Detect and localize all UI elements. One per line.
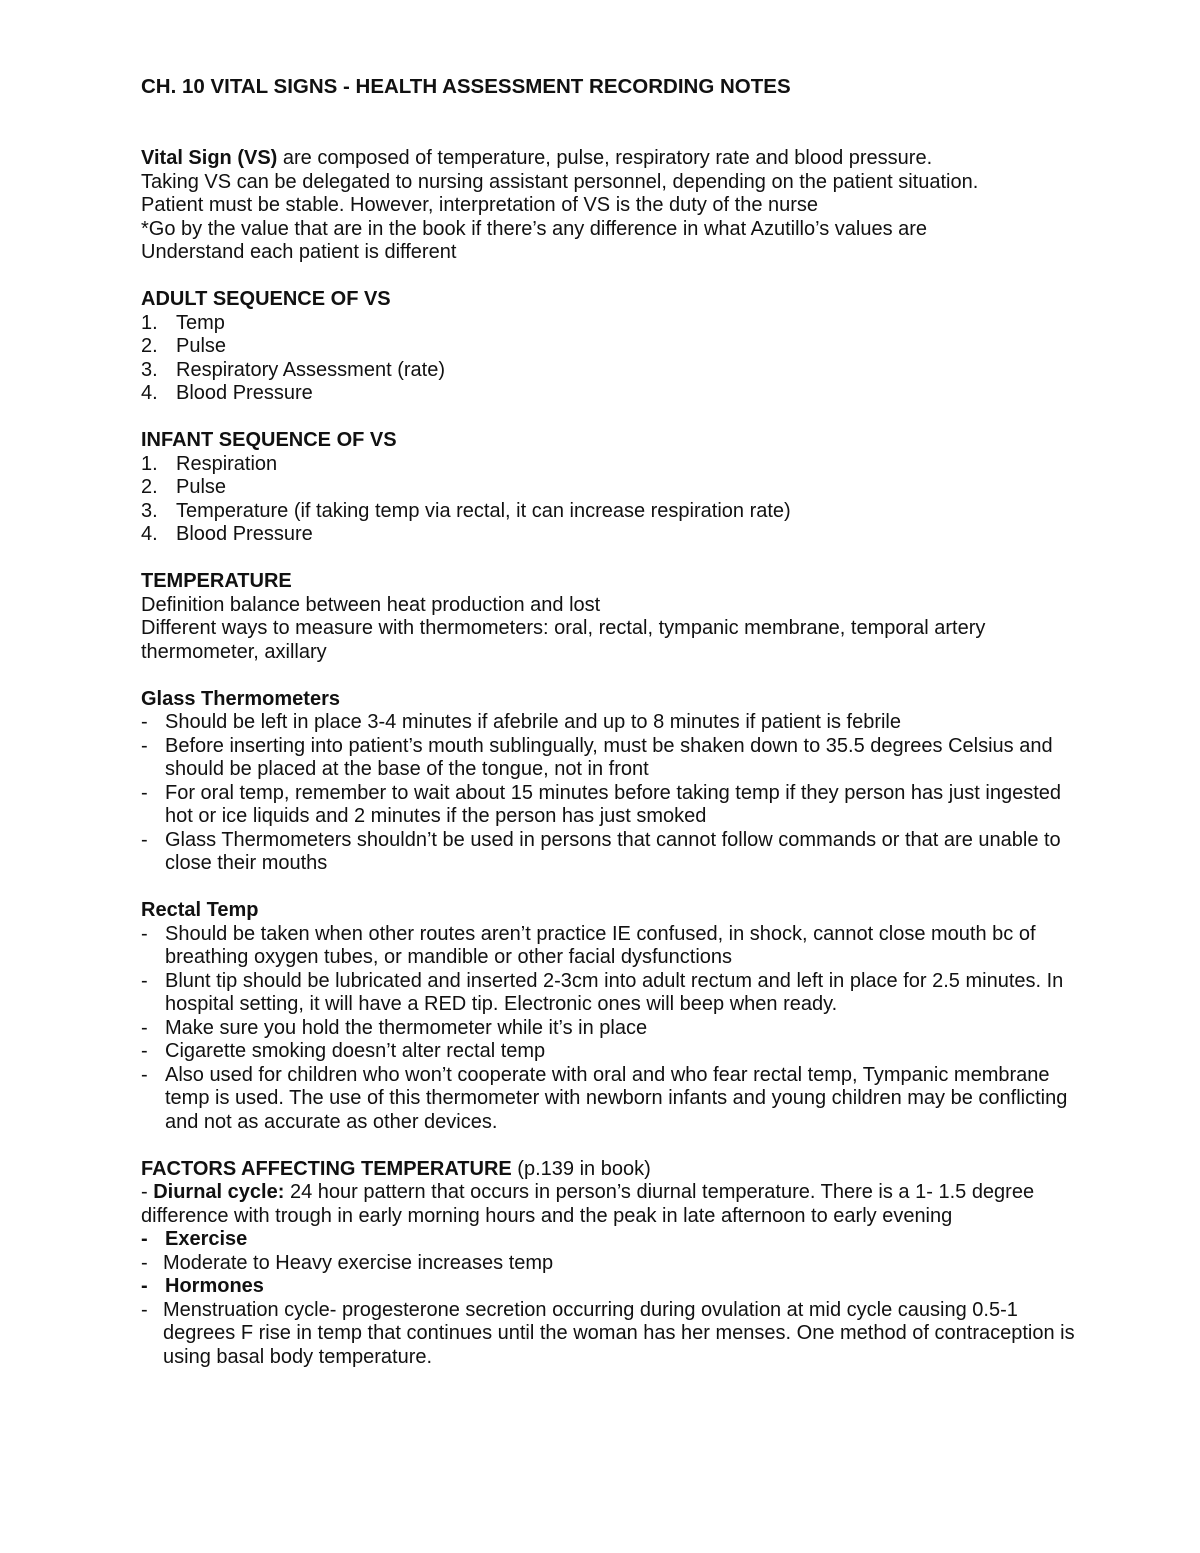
dash-bullet: -: [141, 828, 148, 851]
hormones-sublist: [141, 1299, 1081, 1370]
intro-line-1: [141, 147, 1081, 171]
list-item-text: Blunt tip should be lubricated and inserted 2-3cm into adult rectum and left in place for 2.5 minutes. In hospital setting, it will have a RED tip. Electronic ones will beep when ready.: [165, 969, 1064, 1015]
factors-list: [141, 1228, 1081, 1369]
list-item-text: Cigarette smoking doesn’t alter rectal temp: [165, 1040, 546, 1062]
list-item: [141, 1252, 1081, 1276]
list-item: [141, 711, 1081, 735]
diurnal-cycle-term: Diurnal cycle:: [153, 1181, 285, 1203]
glass-thermometers-heading: Glass Thermometers: [141, 687, 340, 710]
exercise-label: Exercise: [165, 1228, 248, 1250]
diurnal-cycle-text: 24 hour pattern that occurs in person’s diurnal temperature. There is a 1- 1.5 degree difference with trough in early morning hours and the peak in late afternoon to early evening: [141, 1181, 1035, 1227]
list-item: [141, 382, 1081, 406]
list-item-text: Make sure you hold the thermometer while it’s in place: [165, 1016, 648, 1039]
list-item: [141, 1040, 1081, 1064]
factors-heading-line: [141, 1158, 1081, 1182]
hormones-label: Hormones: [165, 1275, 264, 1297]
list-number: 4.: [141, 523, 158, 545]
glass-thermometers-section: [141, 688, 1081, 876]
dash-bullet: -: [141, 734, 148, 757]
list-item-hormones: [141, 1275, 1081, 1369]
dash-bullet: -: [141, 1181, 154, 1203]
list-item: [141, 523, 1081, 547]
dash-bullet: -: [141, 1228, 148, 1250]
list-item: [141, 453, 1081, 477]
intro-line-1-rest: are composed of temperature, pulse, respiratory rate and blood pressure.: [277, 147, 933, 169]
adult-sequence-list: [141, 312, 1081, 406]
list-item: [141, 1017, 1081, 1041]
list-number: 1.: [141, 311, 158, 334]
dash-bullet: -: [141, 781, 148, 804]
adult-sequence-heading: ADULT SEQUENCE OF VS: [141, 288, 391, 310]
temperature-section: [141, 570, 1081, 664]
exercise-sublist: [141, 1252, 1081, 1276]
infant-sequence-section: [141, 429, 1081, 547]
rectal-temp-list: [141, 923, 1081, 1135]
intro-section: [141, 147, 1081, 265]
list-number: 2.: [141, 335, 158, 357]
list-item: [141, 500, 1081, 524]
intro-line-5: Understand each patient is different: [141, 241, 457, 263]
list-item: [141, 312, 1081, 336]
list-item-text: Temperature (if taking temp via rectal, it can increase respiration rate): [176, 499, 791, 522]
dash-bullet: -: [141, 1251, 148, 1274]
factors-section: [141, 1158, 1081, 1370]
list-item-text: Before inserting into patient’s mouth sublingually, must be shaken down to 35.5 degrees Celsius and should be placed at the base of the tongue, not in front: [165, 734, 1053, 780]
dash-bullet: -: [141, 1275, 148, 1297]
list-number: 1.: [141, 452, 158, 475]
list-item-text: For oral temp, remember to wait about 15 minutes before taking temp if they person has just ingested hot or ice liquids and 2 minutes if the person has just smoked: [165, 781, 1062, 827]
vital-sign-term: Vital Sign (VS): [141, 147, 278, 169]
temperature-definition: Definition balance between heat production and lost: [141, 593, 601, 616]
adult-sequence-section: [141, 288, 1081, 406]
intro-line-4: *Go by the value that are in the book if there’s any difference in what Azutillo’s values are: [141, 217, 928, 240]
list-item: [141, 476, 1081, 500]
dash-bullet: -: [141, 711, 148, 733]
list-item: [141, 923, 1081, 970]
temperature-methods: Different ways to measure with thermometers: oral, rectal, tympanic membrane, temporal artery thermometer, axillary: [141, 617, 986, 663]
document-page: [141, 73, 1081, 1393]
list-item-text: Also used for children who won’t cooperate with oral and who fear rectal temp, Tympanic membrane temp is used. The use of this thermometer with newborn infants and young children may be conflicting and not as accurate as other devices.: [165, 1063, 1068, 1133]
list-number: 3.: [141, 499, 158, 522]
page-title: CH. 10 VITAL SIGNS - HEALTH ASSESSMENT RECORDING NOTES: [141, 75, 791, 98]
list-item-exercise: [141, 1228, 1081, 1275]
rectal-temp-section: [141, 899, 1081, 1134]
list-item-text: Should be left in place 3-4 minutes if afebrile and up to 8 minutes if patient is febrile: [165, 711, 901, 733]
list-item: [141, 359, 1081, 383]
dash-bullet: -: [141, 1040, 148, 1062]
intro-line-3: Patient must be stable. However, interpretation of VS is the duty of the nurse: [141, 194, 819, 216]
dash-bullet: -: [141, 969, 148, 992]
glass-thermometers-list: [141, 711, 1081, 876]
list-item: [141, 782, 1081, 829]
diurnal-cycle-item: [141, 1181, 1081, 1228]
list-item-text: Respiratory Assessment (rate): [176, 358, 445, 381]
list-item-text: Respiration: [176, 452, 278, 475]
rectal-temp-heading: Rectal Temp: [141, 899, 259, 921]
dash-bullet: -: [141, 922, 148, 945]
list-item-text: Temp: [176, 311, 225, 334]
list-item-text: Menstruation cycle- progesterone secretion occurring during ovulation at mid cycle causing 0.5-1 degrees F rise in temp that continues until the woman has her menses. One method of contraception is using basal body temperature.: [163, 1298, 1075, 1368]
intro-line-2: Taking VS can be delegated to nursing assistant personnel, depending on the patient situation.: [141, 170, 979, 193]
dash-bullet: -: [141, 1298, 148, 1321]
list-item-text: Blood Pressure: [176, 382, 313, 404]
list-item-text: Moderate to Heavy exercise increases temp: [163, 1251, 554, 1274]
list-item: [141, 1064, 1081, 1135]
list-item-text: Should be taken when other routes aren’t practice IE confused, in shock, cannot close mouth bc of breathing oxygen tubes, or mandible or other facial dysfunctions: [165, 922, 1036, 968]
temperature-heading: TEMPERATURE: [141, 570, 292, 592]
list-number: 4.: [141, 382, 158, 404]
list-item: [141, 335, 1081, 359]
list-number: 3.: [141, 358, 158, 381]
list-item: [141, 1299, 1081, 1370]
list-number: 2.: [141, 476, 158, 498]
list-item: [141, 970, 1081, 1017]
list-item: [141, 735, 1081, 782]
factors-heading: FACTORS AFFECTING TEMPERATURE: [141, 1157, 512, 1180]
infant-sequence-list: [141, 453, 1081, 547]
infant-sequence-heading: INFANT SEQUENCE OF VS: [141, 429, 397, 451]
list-item-text: Pulse: [176, 476, 227, 498]
factors-heading-note: (p.139 in book): [511, 1157, 651, 1180]
list-item-text: Blood Pressure: [176, 523, 313, 545]
list-item-text: Pulse: [176, 335, 227, 357]
dash-bullet: -: [141, 1063, 148, 1086]
list-item-text: Glass Thermometers shouldn’t be used in persons that cannot follow commands or that are unable to close their mouths: [165, 828, 1061, 874]
dash-bullet: -: [141, 1016, 148, 1039]
list-item: [141, 829, 1081, 876]
